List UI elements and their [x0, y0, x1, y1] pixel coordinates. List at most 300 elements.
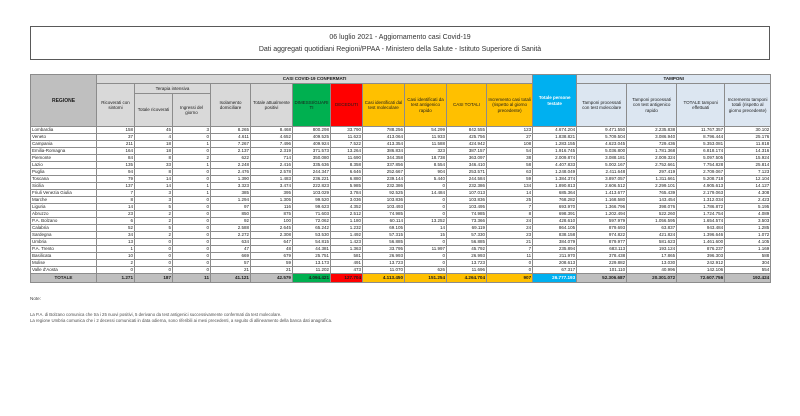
cell-positivi: 59	[251, 260, 293, 267]
cell-isolamento: 2.476	[211, 169, 251, 176]
cell-deceduti: 3.784	[331, 190, 363, 197]
cell-dimessi: 222.823	[293, 183, 331, 190]
cell-dimessi: 99.520	[293, 197, 331, 204]
table-row	[31, 232, 771, 239]
cell-tamponi-molecolare: 9.471.550	[577, 127, 627, 134]
cell-casi-antigenico: 0	[405, 204, 447, 211]
cell-isolamento: 57	[211, 260, 251, 267]
cell-isolamento: 92	[211, 218, 251, 225]
cell-tamponi-totale: 5.353.081	[677, 141, 725, 148]
cell-incremento-casi: 7	[487, 246, 533, 253]
cell-ricoverati: 13	[97, 239, 135, 246]
cell-deceduti: 11.623	[331, 134, 363, 141]
cell-tamponi-totale: 943.484	[677, 225, 725, 232]
cell-isolamento: 634	[211, 239, 251, 246]
cell-tamponi-molecolare: 597.979	[577, 218, 627, 225]
col-header-incremento-casi: Incremento casi totali (rispetto al giorno precedente)	[487, 84, 533, 127]
band-casi-confermati: CASI COVID-19 CONFERMATI	[97, 75, 533, 84]
col-header-casi-molecolare: Casi identificati dal test molecolare	[363, 84, 405, 127]
cell-ti-totale: 8	[135, 155, 173, 162]
cell-incremento-tamponi: 25.176	[725, 134, 771, 141]
cell-casi-molecolare: 239.144	[363, 176, 405, 183]
cell-persone-testate: 1.838.821	[533, 134, 577, 141]
cell-ricoverati: 23	[97, 211, 135, 218]
cell-casi-antigenico: 0	[405, 211, 447, 218]
cell-positivi: 3.474	[251, 183, 293, 190]
cell-deceduti: 33.790	[331, 127, 363, 134]
covid-data-table	[30, 74, 771, 283]
cell-casi-molecolare: 337.856	[363, 162, 405, 169]
cell-ti-ingressi: 0	[173, 253, 211, 260]
cell-dimessi: 13.173	[293, 260, 331, 267]
cell-persone-testate: 67.317	[533, 267, 577, 274]
cell-incremento-tamponi: 5.195	[725, 204, 771, 211]
cell-tamponi-molecolare: 879.977	[577, 239, 627, 246]
cell-incremento-casi: 7	[487, 204, 533, 211]
cell-positivi: 2.416	[251, 162, 293, 169]
cell-deceduti: 581	[331, 253, 363, 260]
cell-casi-molecolare: 33.795	[363, 246, 405, 253]
table-row	[31, 148, 771, 155]
cell-incremento-casi: 14	[487, 190, 533, 197]
notes-lines	[30, 312, 730, 324]
cell-casi-antigenico: 0	[405, 253, 447, 260]
cell-ti-ingressi: 0	[173, 211, 211, 218]
cell-ricoverati: 14	[97, 204, 135, 211]
cell-persone-testate: 4.407.833	[533, 162, 577, 169]
cell-ti-totale: 0	[135, 267, 173, 274]
table-body	[31, 127, 771, 283]
cell-tamponi-molecolare: 2.411.648	[577, 169, 627, 176]
cell-incremento-tamponi: 15.924	[725, 155, 771, 162]
cell-tamponi-totale: 5.208.718	[677, 176, 725, 183]
col-header-tamponi-totale: TOTALE tamponi effettuati	[677, 84, 725, 127]
cell-incremento-tamponi: 1.072	[725, 232, 771, 239]
cell-dimessi: 25.751	[293, 253, 331, 260]
totale-cell-isolamento: 41.121	[211, 274, 251, 283]
region-name: P.A. Bolzano	[31, 218, 97, 225]
cell-persone-testate: 4.674.204	[533, 127, 577, 134]
cell-casi-antigenico: 14.484	[405, 190, 447, 197]
cell-tamponi-antigenico: 1.056.595	[627, 218, 677, 225]
cell-positivi: 8.468	[251, 127, 293, 134]
cell-tamponi-totale: 1.461.600	[677, 239, 725, 246]
cell-dimessi: 244.347	[293, 169, 331, 176]
cell-ricoverati: 6	[97, 218, 135, 225]
cell-casi-totali: 346.410	[447, 162, 487, 169]
table-row	[31, 183, 771, 190]
cell-casi-antigenico: 0	[405, 183, 447, 190]
cell-dimessi: 71.603	[293, 211, 331, 218]
cell-casi-totali: 26.993	[447, 253, 487, 260]
cell-casi-antigenico: 8.554	[405, 162, 447, 169]
cell-incremento-tamponi: 11.818	[725, 141, 771, 148]
totale-cell-casi-molecolare: 4.113.450	[363, 274, 405, 283]
cell-casi-totali: 74.985	[447, 211, 487, 218]
cell-dimessi: 409.525	[293, 134, 331, 141]
cell-incremento-casi: 23	[487, 232, 533, 239]
cell-tamponi-totale: 142.106	[677, 267, 725, 274]
cell-casi-molecolare: 788.256	[363, 127, 405, 134]
cell-ti-ingressi: 0	[173, 246, 211, 253]
table-row	[31, 253, 771, 260]
cell-casi-totali: 57.330	[447, 232, 487, 239]
cell-casi-molecolare: 74.985	[363, 211, 405, 218]
cell-tamponi-totale: 1.786.872	[677, 204, 725, 211]
cell-incremento-casi: 21	[487, 239, 533, 246]
cell-incremento-tamponi: 304	[725, 260, 771, 267]
region-name: Marche	[31, 197, 97, 204]
cell-casi-molecolare: 344.358	[363, 155, 405, 162]
cell-ricoverati: 10	[97, 253, 135, 260]
cell-ti-totale: 0	[135, 246, 173, 253]
cell-deceduti: 7.522	[331, 141, 363, 148]
cell-casi-totali: 11.696	[447, 267, 487, 274]
cell-ti-totale: 0	[135, 260, 173, 267]
totale-cell-deceduti: 127.704	[331, 274, 363, 283]
cell-casi-molecolare: 103.836	[363, 197, 405, 204]
totale-cell-positivi: 42.579	[251, 274, 293, 283]
cell-ricoverati: 158	[97, 127, 135, 134]
cell-incremento-casi: 134	[487, 183, 533, 190]
cell-tamponi-molecolare: 5.036.800	[577, 148, 627, 155]
totale-row	[31, 274, 771, 283]
cell-tamponi-antigenico: 2.299.101	[627, 183, 677, 190]
cell-casi-molecolare: 413.354	[363, 141, 405, 148]
cell-incremento-tamponi: 14.316	[725, 148, 771, 155]
cell-tamponi-molecolare: 229.882	[577, 260, 627, 267]
table-row	[31, 169, 771, 176]
cell-casi-totali: 103.836	[447, 197, 487, 204]
cell-incremento-tamponi: 554	[725, 267, 771, 274]
cell-deceduti: 6.880	[331, 176, 363, 183]
cell-isolamento: 2.272	[211, 232, 251, 239]
table-row	[31, 267, 771, 274]
cell-incremento-casi: 0	[487, 267, 533, 274]
cell-incremento-casi: 123	[487, 127, 533, 134]
cell-incremento-casi: 24	[487, 218, 533, 225]
region-name: Liguria	[31, 204, 97, 211]
col-header-positivi: Totale attualmente positivi	[251, 84, 293, 127]
cell-ricoverati: 2	[97, 260, 135, 267]
cell-persone-testate: 685.364	[533, 190, 577, 197]
cell-tamponi-antigenico: 1.311.661	[627, 176, 677, 183]
cell-incremento-casi: 24	[487, 225, 533, 232]
cell-isolamento: 21	[211, 267, 251, 274]
cell-ti-totale: 2	[135, 211, 173, 218]
cell-ricoverati: 84	[97, 155, 135, 162]
region-name: Abruzzo	[31, 211, 97, 218]
cell-persone-testate: 384.079	[533, 239, 577, 246]
cell-persone-testate: 698.391	[533, 211, 577, 218]
cell-tamponi-molecolare: 3.897.057	[577, 176, 627, 183]
cell-isolamento: 3.323	[211, 183, 251, 190]
cell-tamponi-totale: 1.724.754	[677, 211, 725, 218]
cell-dimessi: 72.062	[293, 218, 331, 225]
cell-tamponi-totale: 1.654.574	[677, 218, 725, 225]
report-title-line2: Dati aggregati quotidiani Regioni/PPAA - Ministero della Salute - Istituto Superiore di Sanità	[258, 45, 542, 53]
cell-casi-molecolare: 69.105	[363, 225, 405, 232]
cell-tamponi-totale: 396.303	[677, 253, 725, 260]
cell-tamponi-antigenico: 522.260	[627, 211, 677, 218]
cell-tamponi-antigenico: 63.837	[627, 225, 677, 232]
cell-isolamento: 669	[211, 253, 251, 260]
totale-cell-tamponi-molecolare: 52.306.687	[577, 274, 627, 283]
cell-ti-totale: 3	[135, 197, 173, 204]
cell-isolamento: 2.248	[211, 162, 251, 169]
cell-ti-totale: 8	[135, 169, 173, 176]
cell-casi-totali: 387.157	[447, 148, 487, 155]
cell-casi-antigenico: 0	[405, 197, 447, 204]
cell-deceduti: 6.646	[331, 169, 363, 176]
cell-tamponi-antigenico: 3.086.940	[627, 134, 677, 141]
col-header-ti-ingressi: Ingressi del giorno	[173, 94, 211, 127]
cell-ti-totale: 5	[135, 204, 173, 211]
cell-casi-antigenico: 11.997	[405, 246, 447, 253]
region-name: Lazio	[31, 162, 97, 169]
region-name: Emilia-Romagna	[31, 148, 97, 155]
cell-incremento-tamponi: 25.814	[725, 162, 771, 169]
cell-deceduti: 13.264	[331, 148, 363, 155]
cell-positivi: 4.652	[251, 134, 293, 141]
cell-ricoverati: 52	[97, 225, 135, 232]
totale-cell-incremento-casi: 907	[487, 274, 533, 283]
cell-isolamento: 1.294	[211, 197, 251, 204]
cell-deceduti: 1.232	[331, 225, 363, 232]
cell-casi-molecolare: 60.114	[363, 218, 405, 225]
cell-casi-antigenico: 13.252	[405, 218, 447, 225]
region-name: Campania	[31, 141, 97, 148]
cell-tamponi-totale: 6.818.174	[677, 148, 725, 155]
cell-isolamento: 47	[211, 246, 251, 253]
cell-dimessi: 44.381	[293, 246, 331, 253]
cell-incremento-casi: 63	[487, 169, 533, 176]
cell-incremento-casi: 27	[487, 134, 533, 141]
col-header-ricoverati: Ricoverati con sintomi	[97, 84, 135, 127]
cell-ti-totale: 45	[135, 127, 173, 134]
cell-positivi: 679	[251, 253, 293, 260]
cell-positivi: 7.496	[251, 141, 293, 148]
cell-dimessi: 800.298	[293, 127, 331, 134]
cell-incremento-casi: 108	[487, 141, 533, 148]
col-header-incremento-tamponi: Incremento tamponi totali (rispetto al giorno precedente)	[725, 84, 771, 127]
cell-positivi: 395	[251, 190, 293, 197]
region-name: Puglia	[31, 169, 97, 176]
table-row	[31, 218, 771, 225]
region-name: Veneto	[31, 134, 97, 141]
cell-persone-testate: 693.970	[533, 204, 577, 211]
table-row	[31, 246, 771, 253]
cell-persone-testate: 838.158	[533, 232, 577, 239]
cell-incremento-casi: 0	[487, 260, 533, 267]
cell-ricoverati: 1	[97, 246, 135, 253]
cell-isolamento: 622	[211, 155, 251, 162]
cell-ti-ingressi: 0	[173, 197, 211, 204]
cell-ti-totale: 5	[135, 225, 173, 232]
cell-casi-antigenico: 11.933	[405, 134, 447, 141]
table-row	[31, 141, 771, 148]
cell-casi-molecolare: 386.834	[363, 148, 405, 155]
cell-persone-testate: 768.282	[533, 197, 577, 204]
cell-incremento-tamponi: 2.423	[725, 197, 771, 204]
cell-ti-totale: 2	[135, 232, 173, 239]
cell-tamponi-antigenico: 765.439	[627, 190, 677, 197]
table-row	[31, 176, 771, 183]
cell-tamponi-antigenico: 17.865	[627, 253, 677, 260]
cell-persone-testate: 864.105	[533, 225, 577, 232]
cell-tamponi-molecolare: 1.413.677	[577, 190, 627, 197]
cell-ricoverati: 37	[97, 134, 135, 141]
cell-positivi: 21	[251, 267, 293, 274]
cell-ricoverati: 164	[97, 148, 135, 155]
cell-positivi: 2.308	[251, 232, 293, 239]
cell-casi-molecolare: 413.064	[363, 134, 405, 141]
cell-deceduti: 2.512	[331, 211, 363, 218]
cell-ti-ingressi: 1	[173, 141, 211, 148]
cell-tamponi-antigenico: 2.009.324	[627, 155, 677, 162]
cell-dimessi: 99.623	[293, 204, 331, 211]
cell-dimessi: 11.202	[293, 267, 331, 274]
cell-tamponi-totale: 876.237	[677, 246, 725, 253]
cell-casi-molecolare: 103.493	[363, 204, 405, 211]
cell-casi-totali: 56.885	[447, 239, 487, 246]
report-title-box	[30, 26, 770, 60]
cell-casi-antigenico: 0	[405, 260, 447, 267]
cell-casi-antigenico: 14	[405, 225, 447, 232]
cell-tamponi-antigenico: 1.781.368	[627, 148, 677, 155]
cell-casi-antigenico: 5.440	[405, 176, 447, 183]
cell-deceduti: 3.036	[331, 197, 363, 204]
totale-cell-incremento-tamponi: 192.424	[725, 274, 771, 283]
cell-tamponi-molecolare: 1.366.796	[577, 204, 627, 211]
cell-dimessi: 236.221	[293, 176, 331, 183]
cell-tamponi-molecolare: 5.002.167	[577, 162, 627, 169]
cell-deceduti: 1.180	[331, 218, 363, 225]
region-name: Lombardia	[31, 127, 97, 134]
cell-tamponi-antigenico: 729.436	[627, 141, 677, 148]
cell-tamponi-antigenico: 13.030	[627, 260, 677, 267]
cell-ti-ingressi: 0	[173, 204, 211, 211]
cell-casi-totali: 73.366	[447, 218, 487, 225]
cell-ti-ingressi: 0	[173, 232, 211, 239]
cell-casi-totali: 107.013	[447, 190, 487, 197]
table-row	[31, 204, 771, 211]
cell-deceduti: 491	[331, 260, 363, 267]
totale-cell-ti-ingressi: 11	[173, 274, 211, 283]
col-header-ti-totale: Totale ricoverati	[135, 94, 173, 127]
cell-tamponi-antigenico: 2.752.661	[627, 162, 677, 169]
cell-ricoverati: 79	[97, 176, 135, 183]
cell-casi-totali: 232.386	[447, 183, 487, 190]
cell-incremento-tamponi: 1.285	[725, 225, 771, 232]
cell-ti-ingressi: 0	[173, 239, 211, 246]
cell-tamponi-antigenico: 193.124	[627, 246, 677, 253]
cell-persone-testate: 1.248.049	[533, 169, 577, 176]
cell-persone-testate: 1.890.813	[533, 183, 577, 190]
group-header-terapia-intensiva: Terapia intensiva	[135, 84, 211, 94]
cell-ricoverati: 0	[97, 267, 135, 274]
cell-ti-ingressi: 3	[173, 127, 211, 134]
cell-isolamento: 1.390	[211, 176, 251, 183]
cell-tamponi-molecolare: 683.113	[577, 246, 627, 253]
cell-tamponi-molecolare: 101.110	[577, 267, 627, 274]
cell-ti-totale: 18	[135, 148, 173, 155]
cell-casi-molecolare: 13.723	[363, 260, 405, 267]
totale-cell-tamponi-totale: 72.607.756	[677, 274, 725, 283]
cell-tamponi-totale: 1.312.034	[677, 197, 725, 204]
cell-positivi: 2.578	[251, 169, 293, 176]
cell-casi-totali: 45.792	[447, 246, 487, 253]
cell-deceduti: 5.985	[331, 183, 363, 190]
cell-positivi: 714	[251, 155, 293, 162]
note-line: La P.A. di Bolzano comunica che tra i 25 nuovi positivi, 5 derivano da test antigenici successivamente confermati da test molecolare.	[30, 312, 282, 317]
region-name: Calabria	[31, 225, 97, 232]
cell-ti-ingressi: 1	[173, 183, 211, 190]
cell-deceduti: 11.690	[331, 155, 363, 162]
cell-incremento-casi: 59	[487, 176, 533, 183]
cell-casi-molecolare: 252.667	[363, 169, 405, 176]
cell-ricoverati: 7	[97, 190, 135, 197]
cell-dimessi: 103.029	[293, 190, 331, 197]
cell-casi-totali: 13.723	[447, 260, 487, 267]
cell-dimessi: 350.080	[293, 155, 331, 162]
cell-casi-totali: 103.495	[447, 204, 487, 211]
cell-casi-antigenico: 54.299	[405, 127, 447, 134]
cell-deceduti: 4.352	[331, 204, 363, 211]
cell-persone-testate: 1.283.155	[533, 141, 577, 148]
table-row	[31, 127, 771, 134]
cell-casi-molecolare: 11.070	[363, 267, 405, 274]
cell-dimessi: 335.636	[293, 162, 331, 169]
cell-isolamento: 97	[211, 204, 251, 211]
totale-cell-tamponi-antigenico: 20.301.072	[627, 274, 677, 283]
cell-isolamento: 385	[211, 190, 251, 197]
cell-casi-totali: 253.571	[447, 169, 487, 176]
table-row	[31, 197, 771, 204]
cell-incremento-tamponi: 1.169	[725, 246, 771, 253]
region-name: Piemonte	[31, 155, 97, 162]
cell-casi-antigenico: 904	[405, 169, 447, 176]
cell-incremento-casi: 58	[487, 162, 533, 169]
band-tamponi: TAMPONI	[577, 75, 771, 84]
cell-tamponi-totale: 1.396.646	[677, 232, 725, 239]
cell-ti-ingressi: 0	[173, 225, 211, 232]
table-row	[31, 260, 771, 267]
cell-ti-totale: 4	[135, 134, 173, 141]
totale-cell-persone-testate: 26.777.193	[533, 274, 577, 283]
cell-incremento-casi: 8	[487, 211, 533, 218]
cell-ricoverati: 34	[97, 232, 135, 239]
table-row	[31, 211, 771, 218]
cell-positivi: 116	[251, 204, 293, 211]
cell-tamponi-antigenico: 143.454	[627, 197, 677, 204]
cell-ti-totale: 18	[135, 141, 173, 148]
cell-ti-ingressi: 0	[173, 169, 211, 176]
cell-tamponi-antigenico: 421.824	[627, 232, 677, 239]
totale-cell-casi-antigenico: 151.254	[405, 274, 447, 283]
cell-ricoverati: 135	[97, 162, 135, 169]
cell-ti-totale: 33	[135, 162, 173, 169]
cell-tamponi-molecolare: 5.709.504	[577, 134, 627, 141]
cell-casi-totali: 244.584	[447, 176, 487, 183]
cell-tamponi-molecolare: 974.822	[577, 232, 627, 239]
cell-persone-testate: 211.970	[533, 253, 577, 260]
cell-ti-totale: 0	[135, 239, 173, 246]
cell-positivi: 2.645	[251, 225, 293, 232]
col-header-deceduti: DECEDUTI	[331, 84, 363, 127]
cell-isolamento: 4.611	[211, 134, 251, 141]
cell-tamponi-molecolare: 879.693	[577, 225, 627, 232]
